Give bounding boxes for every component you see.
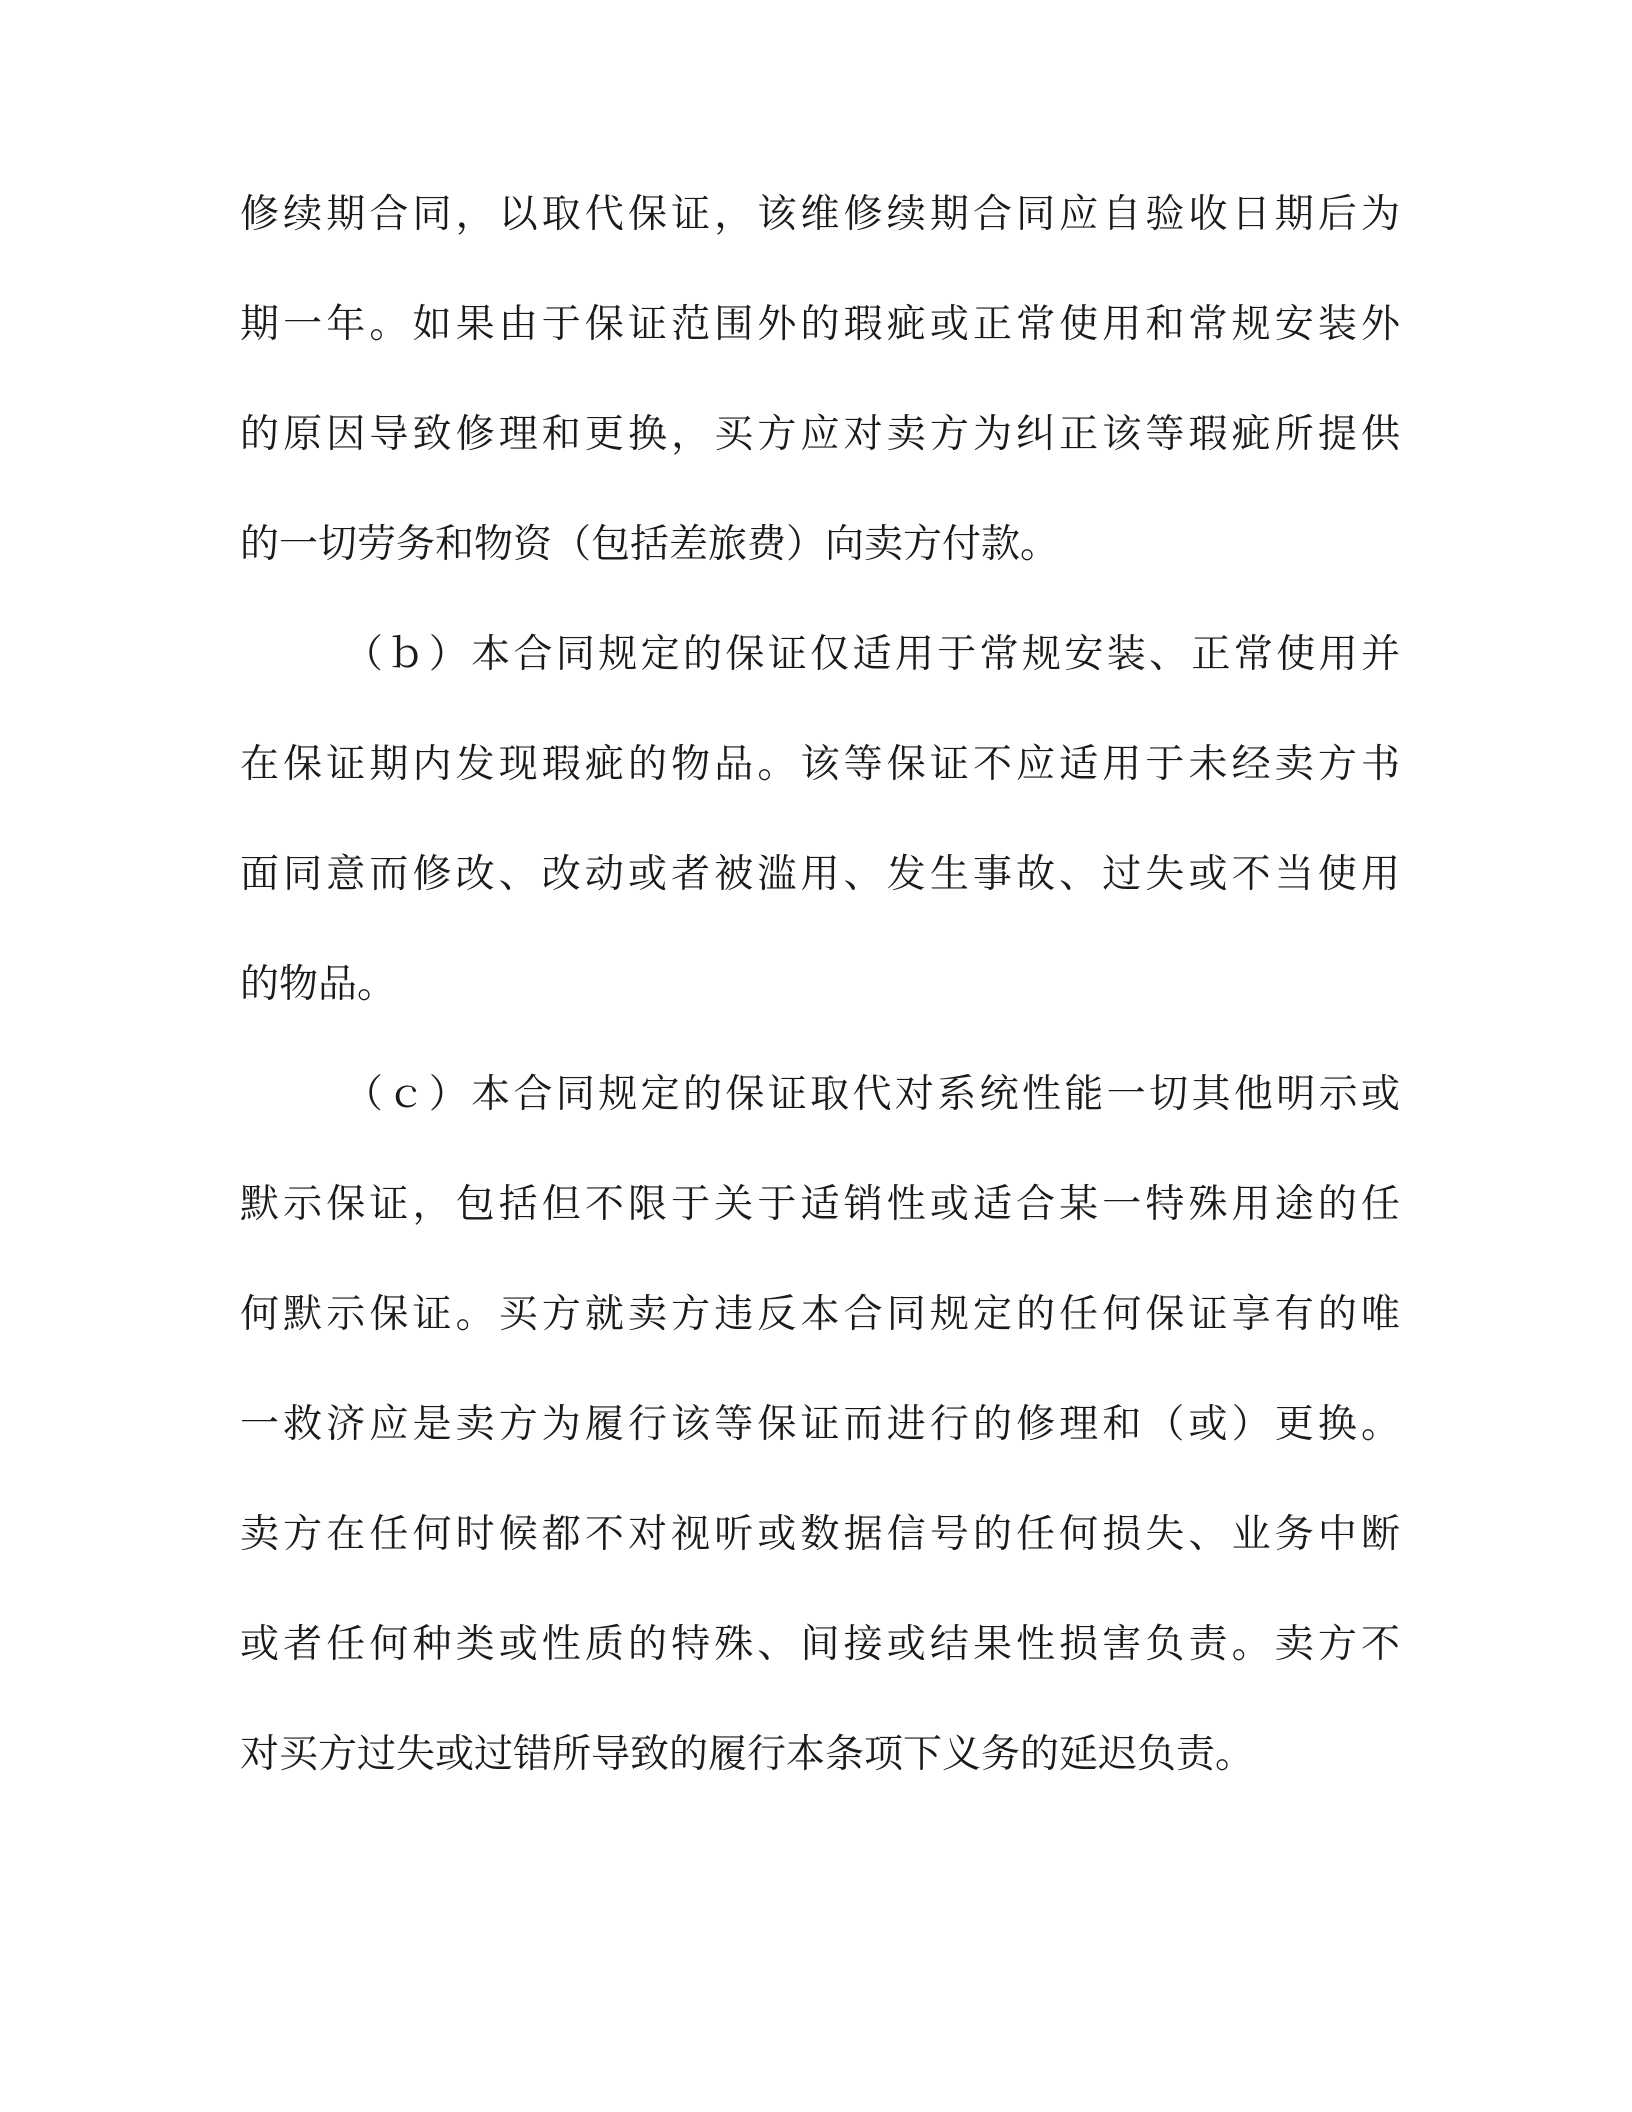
clause-c-first-line: （ｃ）本合同规定的保证取代对系统性能一切其他明示或 — [344, 1072, 1400, 1117]
paragraph-line: 对买方过失或过错所导致的履行本条项下义务的延迟负责。 — [240, 1732, 1255, 1777]
clause-b-first-line: （ｂ）本合同规定的保证仅适用于常规安装、正常使用并 — [344, 632, 1400, 677]
paragraph-line: 卖方在任何时候都不对视听或数据信号的任何损失、业务中断 — [240, 1512, 1400, 1557]
paragraph-line: 的原因导致修理和更换，买方应对卖方为纠正该等瑕疵所提供 — [240, 412, 1400, 457]
paragraph-line: 期一年。如果由于保证范围外的瑕疵或正常使用和常规安装外 — [240, 302, 1400, 347]
paragraph-line: 默示保证，包括但不限于关于适销性或适合某一特殊用途的任 — [240, 1182, 1400, 1227]
paragraph-line: 或者任何种类或性质的特殊、间接或结果性损害负责。卖方不 — [240, 1622, 1400, 1667]
paragraph-line: 在保证期内发现瑕疵的物品。该等保证不应适用于未经卖方书 — [240, 742, 1400, 787]
paragraph-line: 的物品。 — [240, 962, 397, 1007]
paragraph-line: 何默示保证。买方就卖方违反本合同规定的任何保证享有的唯 — [240, 1292, 1400, 1337]
paragraph-line: 的一切劳务和物资（包括差旅费）向卖方付款。 — [240, 522, 1060, 567]
paragraph-line: 修续期合同，以取代保证，该维修续期合同应自验收日期后为 — [240, 192, 1400, 237]
paragraph-line: 一救济应是卖方为履行该等保证而进行的修理和（或）更换。 — [240, 1402, 1400, 1447]
paragraph-line: 面同意而修改、改动或者被滥用、发生事故、过失或不当使用 — [240, 852, 1400, 897]
